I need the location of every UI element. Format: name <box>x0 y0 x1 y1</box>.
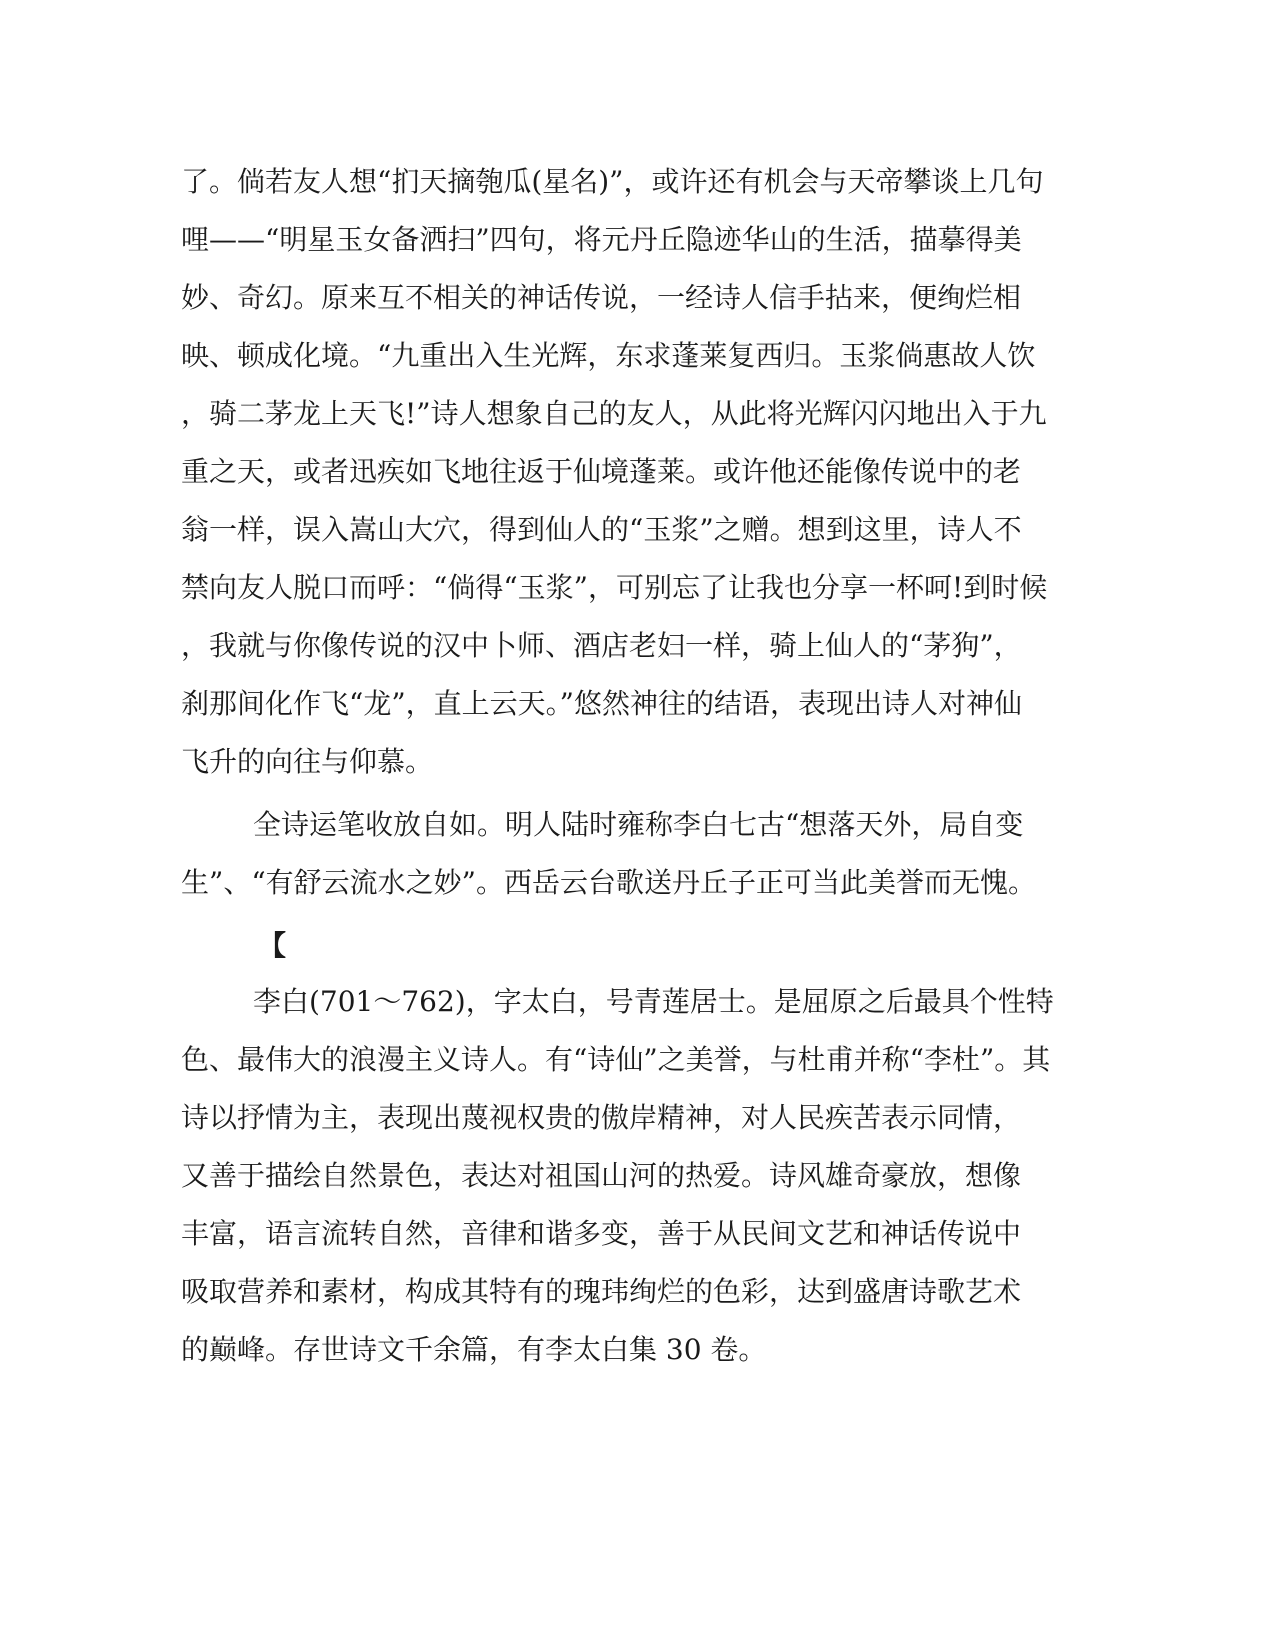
paragraph-1-line: 禁向友人脱口而呼：“倘得“玉浆”，可别忘了让我也分享一杯呵!到时候 <box>181 571 1048 604</box>
paragraph-3-line: 的巅峰。存世诗文千余篇，有李太白集 30 卷。 <box>181 1333 767 1366</box>
section-bracket-marker: 【 <box>258 929 287 962</box>
paragraph-1-line: 重之天，或者迅疾如飞地往返于仙境蓬莱。或许他还能像传说中的老 <box>181 455 1022 488</box>
paragraph-3-line: 丰富，语言流转自然，音律和谐多变，善于从民间文艺和神话传说中 <box>181 1217 1022 1250</box>
paragraph-3-line: 又善于描绘自然景色，表达对祖国山河的热爱。诗风雄奇豪放，想像 <box>181 1159 1022 1192</box>
paragraph-1-line: ，骑二茅龙上天飞!”诗人想象自己的友人，从此将光辉闪闪地出入于九 <box>181 397 1047 430</box>
paragraph-3-line: 色、最伟大的浪漫主义诗人。有“诗仙”之美誉，与杜甫并称“李杜”。其 <box>181 1043 1051 1076</box>
paragraph-3-line: 诗以抒情为主，表现出蔑视权贵的傲岸精神，对人民疾苦表示同情， <box>181 1101 1022 1134</box>
paragraph-3-line: 吸取营养和素材，构成其特有的瑰玮绚烂的色彩，达到盛唐诗歌艺术 <box>181 1275 1022 1308</box>
paragraph-1-line: 哩——“明星玉女备洒扫”四句，将元丹丘隐迹华山的生活，描摹得美 <box>181 223 1022 256</box>
paragraph-1-line: 翁一样，误入嵩山大穴，得到仙人的“玉浆”之赠。想到这里，诗人不 <box>181 513 1022 546</box>
paragraph-1-line: 映、顿成化境。“九重出入生光辉，东求蓬莱复西归。玉浆倘惠故人饮 <box>181 339 1036 372</box>
paragraph-3-line: 李白(701～762)，字太白，号青莲居士。是屈原之后最具个性特 <box>253 985 1054 1018</box>
paragraph-1-line: ，我就与你像传说的汉中卜师、酒店老妇一样，骑上仙人的“茅狗”， <box>181 629 1022 662</box>
paragraph-1-line: 了。倘若友人想“扪天摘匏瓜(星名)”，或许还有机会与天帝攀谈上几句 <box>181 165 1044 198</box>
paragraph-1-line: 妙、奇幻。原来互不相关的神话传说，一经诗人信手拈来，便绚烂相 <box>181 281 1022 314</box>
paragraph-1-line: 飞升的向往与仰慕。 <box>181 745 434 778</box>
paragraph-1-line: 刹那间化作飞“龙”，直上云天。”悠然神往的结语，表现出诗人对神仙 <box>181 687 1022 720</box>
paragraph-2-line: 生”、“有舒云流水之妙”。西岳云台歌送丹丘子正可当此美誉而无愧。 <box>181 866 1036 899</box>
paragraph-2-line: 全诗运笔收放自如。明人陆时雍称李白七古“想落天外，局自变 <box>253 808 1024 841</box>
